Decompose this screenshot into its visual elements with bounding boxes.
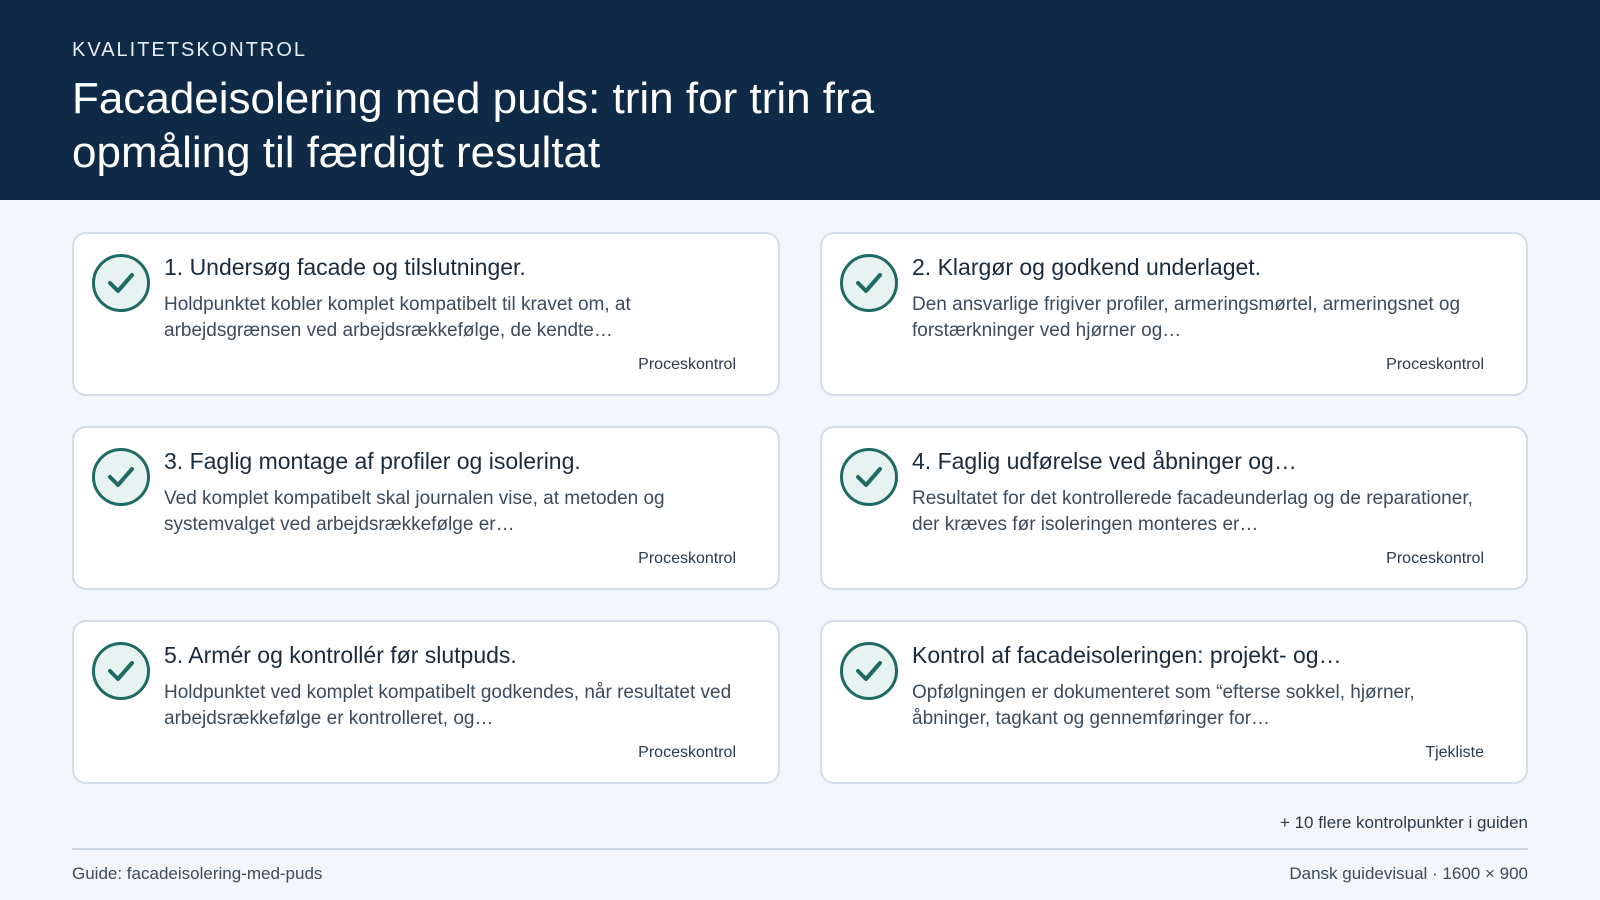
checkpoint-card-1 [72,232,780,396]
checkpoint-category: Proceskontrol [638,356,736,373]
footer-guide-label: Guide: facadeisolering-med-puds [72,864,323,883]
checkpoint-title: 2. Klargør og godkend underlaget. [912,254,1262,280]
checkpoint-title: 5. Armér og kontrollér før slutpuds. [164,642,517,668]
check-circle-icon [840,254,898,312]
check-circle-icon [92,448,150,506]
checkpoint-card-5 [72,620,780,784]
checkpoint-category: Proceskontrol [1386,550,1484,567]
check-circle-icon [92,642,150,700]
checkpoint-card-6 [820,620,1528,784]
checkpoint-description: Resultatet for det kontrollerede facadeunderlag og de reparationer, der kræves før isoleringen monteres er… [912,488,1473,535]
checkpoint-category: Proceskontrol [638,744,736,761]
checkpoint-description: Opfølgningen er dokumenteret som “efterse sokkel, hjørner, åbninger, tagkant og gennemføringer for… [912,682,1415,729]
checkpoint-grid [72,232,1528,784]
more-checkpoints-note: + 10 flere kontrolpunkter i guiden [1279,813,1528,832]
checkpoint-description: Holdpunktet kobler komplet kompatibelt til kravet om, at arbejdsgrænsen ved arbejdsrækkefølge, de kendte… [164,294,631,341]
checkpoint-card-3 [72,426,780,590]
checkpoint-category: Proceskontrol [1386,356,1484,373]
page-header [0,0,1600,200]
check-circle-icon [840,642,898,700]
footer-divider [72,848,1528,850]
checkpoint-title: 1. Undersøg facade og tilslutninger. [164,254,526,280]
footer-meta-label: Dansk guidevisual · 1600 × 900 [1289,864,1528,883]
page-title: Facadeisolering med puds: trin for trin fra opmåling til færdigt resultat [72,74,875,177]
check-circle-icon [840,448,898,506]
eyebrow-label: KVALITETSKONTROL [72,39,308,61]
checkpoint-description: Ved komplet kompatibelt skal journalen vise, at metoden og systemvalget ved arbejdsrækkefølge er… [164,488,665,535]
checkpoint-title: 4. Faglig udførelse ved åbninger og… [912,448,1297,474]
checkpoint-card-4 [820,426,1528,590]
checkpoint-category: Proceskontrol [638,550,736,567]
checkpoint-description: Den ansvarlige frigiver profiler, armeringsmørtel, armeringsnet og forstærkninger ved hjørner og… [912,294,1461,341]
checkpoint-card-2 [820,232,1528,396]
checkpoint-title: Kontrol af facadeisoleringen: projekt- og… [912,642,1342,668]
checkpoint-category: Tjekliste [1425,744,1484,761]
checkpoint-title: 3. Faglig montage af profiler og isolering. [164,448,581,474]
checkpoint-description: Holdpunktet ved komplet kompatibelt godkendes, når resultatet ved arbejdsrækkefølge er kontrolleret, og… [164,682,732,729]
check-circle-icon [92,254,150,312]
